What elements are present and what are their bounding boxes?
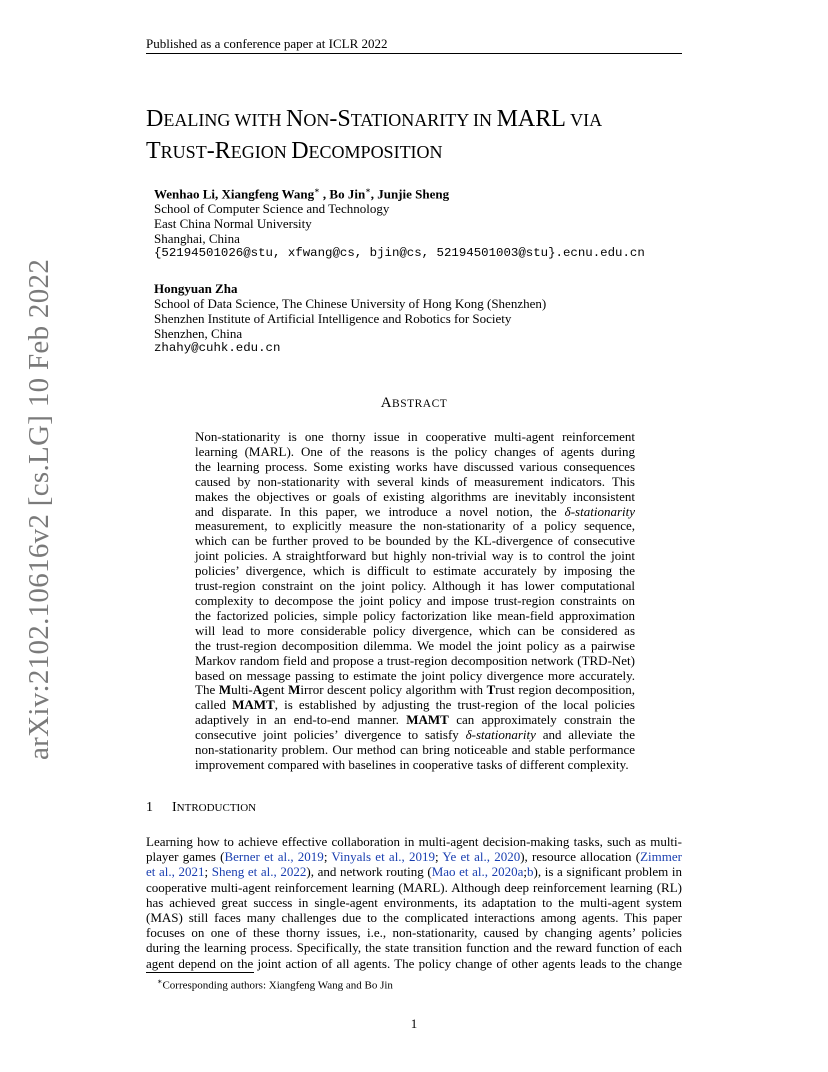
abstract-line: non-stationarity problem. Our method can bring noticeable and stable performance — [195, 742, 635, 758]
author-emails-1[interactable]: {52194501026@stu, xfwang@cs, bjin@cs, 52194501003@stu}.ecnu.edu.cn — [154, 246, 645, 261]
abstract-line: policies’ divergence, which is difficult to estimate accurately by imposing the — [195, 563, 635, 579]
abstract-line: caused by non-stationarity with several kinds of measurement indicators. This — [195, 473, 635, 489]
abstract-line: trust-region constraint on the joint policy. Although it has lower computational — [195, 578, 635, 594]
affiliation-line: East China Normal University — [154, 216, 312, 232]
author-email-2[interactable]: zhahy@cuhk.edu.cn — [154, 341, 281, 355]
introduction-line: has achieved great success in single-agent environments, its adaptation to the multi-agent system — [146, 894, 682, 910]
section-heading-introduction: 1 INTRODUCTION — [146, 800, 257, 815]
abstract-line: Non-stationarity is one thorny issue in cooperative multi-agent reinforcement — [195, 429, 635, 444]
abstract-line: called MAMT, is established by adjusting the trust-region of the local policies — [195, 697, 635, 713]
arxiv-identifier-stamp: arXiv:2102.10616v2 [cs.LG] 10 Feb 2022 — [23, 258, 55, 760]
author-block-1 — [154, 183, 714, 261]
header-rule — [146, 53, 682, 54]
abstract-line: Markov random field and propose a trust-region decomposition network (TRD-Net) — [195, 652, 635, 668]
footnote-rule — [146, 972, 254, 973]
introduction-line: player games (Berner et al., 2019; Vinyals et al., 2019; Ye et al., 2020), resource allocation (Zimmer — [146, 849, 682, 865]
paper-title — [146, 104, 706, 168]
abstract-line: adaptively in an end-to-end manner. MAMT can approximately constrain the — [195, 712, 635, 728]
title-line-2: TRUST-REGION DECOMPOSITION — [146, 138, 443, 164]
title-line-1: DEALING WITH NON-STATIONARITY IN MARL VIA — [146, 106, 603, 132]
abstract-line: based on message passing to estimate the joint policy divergence more accurately. — [195, 667, 635, 683]
abstract-line: the learning process. Some existing works have discussed various consequences — [195, 458, 635, 474]
author-block-2 — [154, 281, 714, 356]
introduction-line: (MAS) still faces many challenges due to the complicated interactions among agents. This paper — [146, 910, 682, 926]
abstract-text — [195, 430, 635, 773]
introduction-text — [146, 834, 682, 971]
abstract-line: The Multi-Agent Mirror descent policy algorithm with Trust region decomposition, — [195, 682, 635, 698]
abstract-line: learning (MARL). One of the reasons is the policy changes of agents during — [195, 443, 635, 459]
abstract-line: complexity to decompose the joint policy and impose trust-region constraints on — [195, 592, 635, 608]
abstract-line: and disparate. In this paper, we introduce a novel notion, the δ-stationarity — [195, 503, 635, 519]
running-header: Published as a conference paper at ICLR 2022 — [146, 36, 388, 51]
affiliation-line: School of Data Science, The Chinese University of Hong Kong (Shenzhen) — [154, 296, 547, 311]
author-names-1: Wenhao Li, Xiangfeng Wang∗ , Bo Jin∗, Junjie Sheng — [154, 186, 450, 202]
author-names-2: Hongyuan Zha — [154, 281, 238, 296]
introduction-line: agent depend on the joint action of all agents. The policy change of other agents leads to the change — [146, 955, 682, 971]
abstract-line: will lead to more considerable policy divergence, which can be considered as — [195, 622, 635, 638]
affiliation-line: Shenzhen Institute of Artificial Intelligence and Robotics for Society — [154, 311, 512, 326]
abstract-line: the factorized policies, simple policy factorization like mean-field approximation — [195, 607, 635, 623]
footnote: ∗Corresponding authors: Xiangfeng Wang and Bo Jin — [157, 977, 393, 992]
abstract-line: improvement compared with baselines in cooperative tasks of different complexity. — [195, 756, 629, 772]
introduction-line: et al., 2021; Sheng et al., 2022), and network routing (Mao et al., 2020a;b), is a significant problem in — [146, 864, 682, 880]
abstract-line: makes the objectives or goals of existing algorithms are inevitably inconsistent — [195, 488, 635, 504]
introduction-line: focuses on one of these thorny issues, i.e., non-stationarity, caused by changing agents’ policies — [146, 925, 682, 941]
abstract-line: which can be further proved to be bounded by the KL-divergence of consecutive — [195, 533, 635, 549]
affiliation-line: Shenzhen, China — [154, 326, 243, 341]
abstract-line: joint policies. A straightforward but highly non-trivial way is to control the joint — [195, 548, 635, 564]
page-number: 1 — [410, 1016, 418, 1031]
abstract-line: the trust-region decomposition dilemma. We model the joint policy as a pairwise — [195, 637, 635, 653]
abstract-heading: ABSTRACT — [380, 395, 448, 411]
affiliation-line: School of Computer Science and Technology — [154, 201, 390, 217]
introduction-line: during the learning process. Specifically, the state transition function and the reward function of each — [146, 940, 682, 956]
introduction-line: Learning how to achieve effective collaboration in multi-agent decision-making tasks, such as multi- — [146, 834, 682, 849]
affiliation-line: Shanghai, China — [154, 231, 240, 247]
abstract-line: measurement, to explicitly measure the non-stationarity of a policy sequence, — [195, 518, 635, 534]
introduction-line: cooperative multi-agent reinforcement learning (MARL). Although deep reinforcement learning (RL) — [146, 879, 682, 895]
section-number: 1 — [146, 800, 153, 815]
abstract-line: consecutive joint policies’ divergence to satisfy δ-stationarity and alleviate the — [195, 727, 635, 743]
